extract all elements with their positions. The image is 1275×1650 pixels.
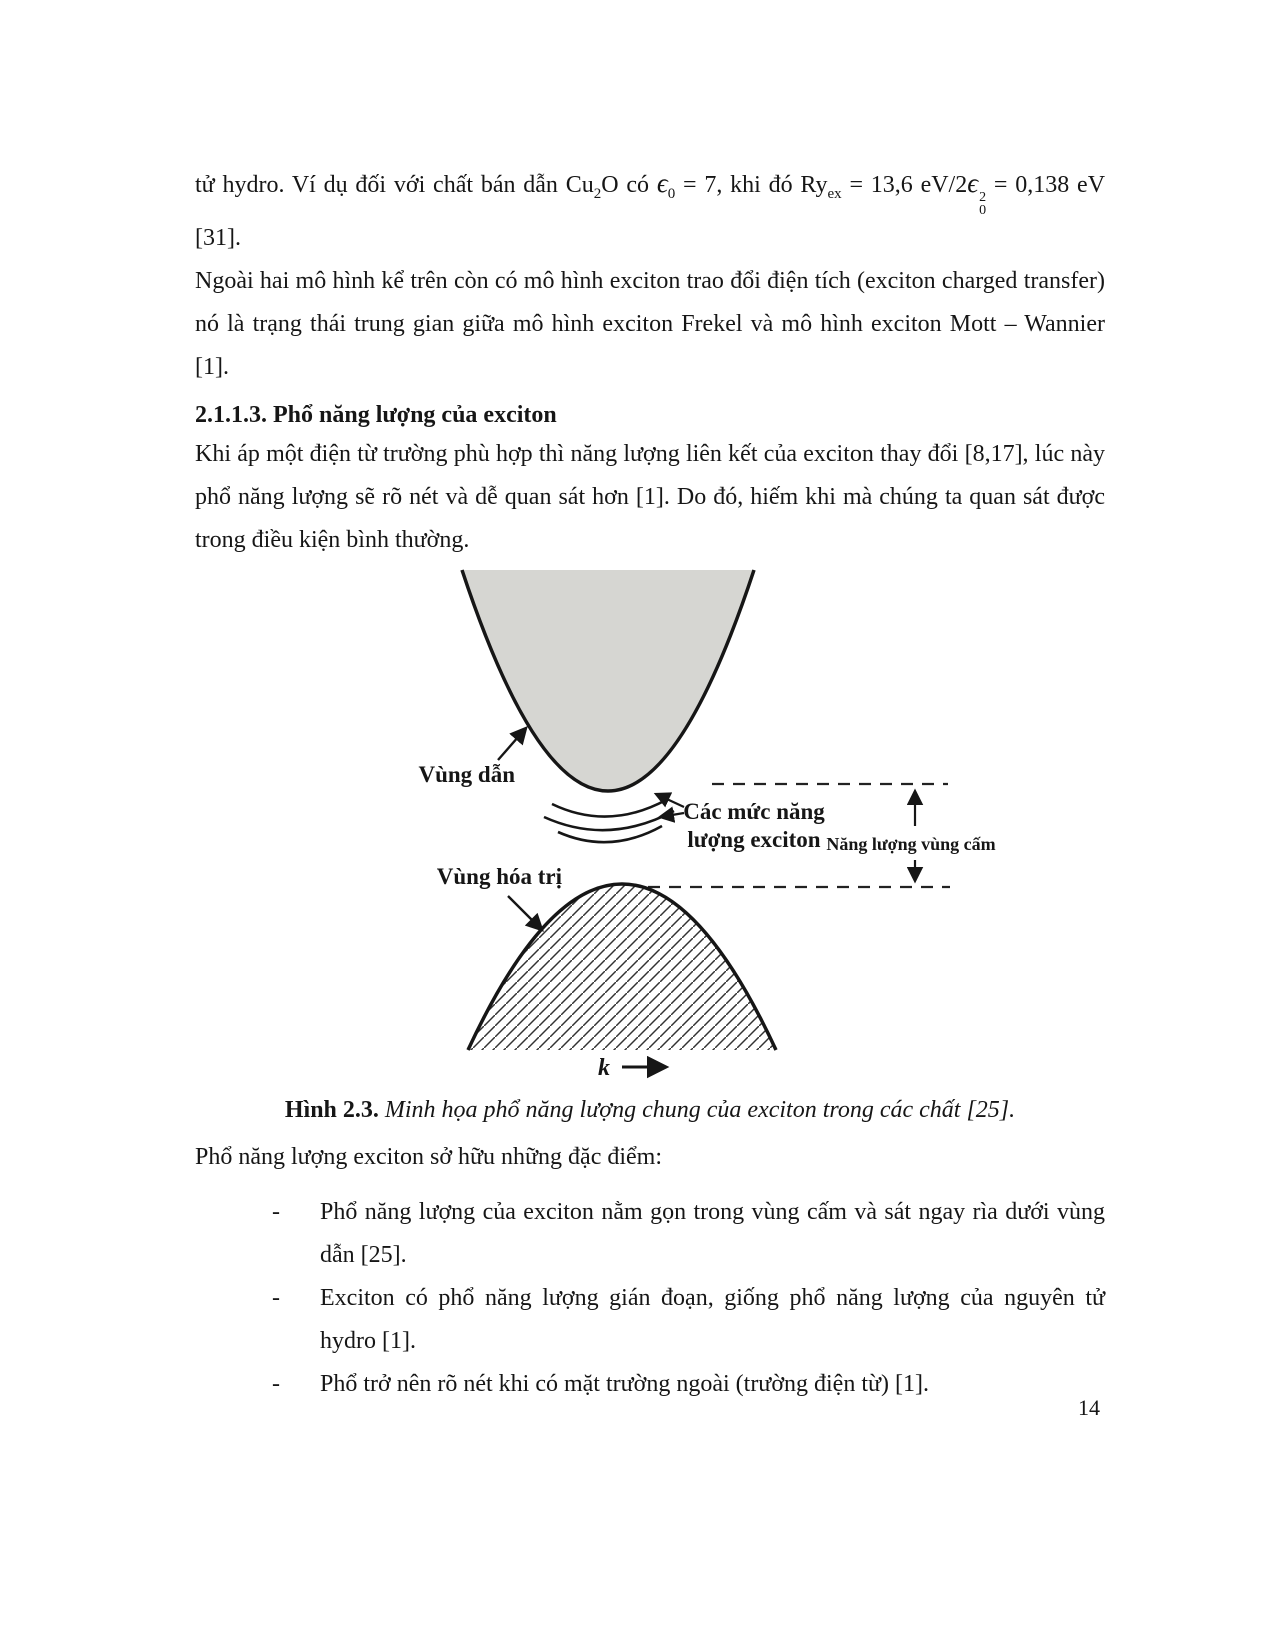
- valence-band-label: Vùng hóa trị: [436, 864, 562, 889]
- list-item-text: Phổ trở nên rõ nét khi có mặt trường ngoài (trường điện từ) [1].: [320, 1371, 929, 1397]
- conduction-band-label: Vùng dẫn: [418, 762, 515, 787]
- subscript: 0: [667, 185, 676, 202]
- paragraph-energy-spectrum: Khi áp một điện từ trường phù hợp thì năng lượng liên kết của exciton thay đổi [8,17], lúc này phổ năng lượng sẽ rõ nét và dễ quan sát hơn [1]. Do đó, hiếm khi mà chúng ta quan sát được trong điều kiện bình thường.: [195, 441, 1105, 553]
- paragraph-hydrogen-example: [195, 162, 1105, 260]
- text-run: = 7, khi đó Ry: [675, 172, 828, 198]
- figure-caption: [195, 1090, 1105, 1130]
- figure-caption-text: Minh họa phổ năng lượng chung của exciton trong các chất [25].: [378, 1097, 1016, 1123]
- exciton-levels-label-line2: lượng exciton: [687, 827, 821, 852]
- text-run: = 0,138 eV [31].: [195, 172, 1106, 251]
- figure-caption-label: Hình 2.3.: [284, 1097, 379, 1123]
- list-item: [195, 1191, 1105, 1277]
- exciton-levels-label-line1: Các mức năng: [683, 799, 825, 824]
- text-run: = 13,6 eV/2: [841, 172, 968, 198]
- paragraph-charge-transfer: Ngoài hai mô hình kể trên còn có mô hình exciton trao đổi điện tích (exciton charged transfer) nó là trạng thái trung gian giữa mô hình exciton Frekel và mô hình exciton Mott – Wannier [1].: [195, 268, 1105, 380]
- bullet-marker: -: [272, 1285, 280, 1311]
- epsilon-symbol: ϵ: [656, 168, 668, 198]
- exciton-level-arc: [544, 811, 674, 830]
- exciton-level-arc: [552, 800, 666, 817]
- epsilon-symbol: ϵ: [967, 168, 979, 198]
- superscript: 2: [979, 190, 987, 205]
- valence-band-arrow: [508, 896, 542, 930]
- list-item: [195, 1277, 1105, 1363]
- subscript: 0: [979, 203, 987, 218]
- exciton-level-arc: [558, 826, 662, 842]
- features-intro: Phổ năng lượng exciton sở hữu những đặc điểm:: [195, 1144, 663, 1170]
- exciton-levels-arrow: [656, 794, 684, 807]
- text-run: O có: [601, 172, 657, 198]
- section-heading: 2.1.1.3. Phổ năng lượng của exciton: [195, 402, 557, 428]
- features-list: [195, 1191, 1105, 1406]
- band-gap-label: Năng lượng vùng cấm: [826, 834, 996, 854]
- k-axis-label: k: [598, 1055, 610, 1081]
- list-item: [195, 1363, 1105, 1406]
- conduction-band-arrow: [498, 728, 526, 760]
- page-number: 14: [1078, 1395, 1100, 1420]
- bullet-marker: -: [272, 1199, 280, 1225]
- page-content: [195, 162, 1105, 1406]
- text-run: tử hydro. Ví dụ đối với chất bán dẫn Cu: [195, 172, 594, 198]
- band-diagram-svg: [330, 564, 1000, 1084]
- subscript: 2: [593, 185, 602, 202]
- figure-band-diagram: [330, 564, 1000, 1084]
- bullet-marker: -: [272, 1371, 280, 1397]
- list-item-text: Exciton có phổ năng lượng gián đoạn, giống phổ năng lượng của nguyên tử hydro [1].: [320, 1285, 1105, 1354]
- list-item-text: Phổ năng lượng của exciton nằm gọn trong vùng cấm và sát ngay rìa dưới vùng dẫn [25].: [320, 1199, 1105, 1268]
- subscript: ex: [827, 185, 842, 202]
